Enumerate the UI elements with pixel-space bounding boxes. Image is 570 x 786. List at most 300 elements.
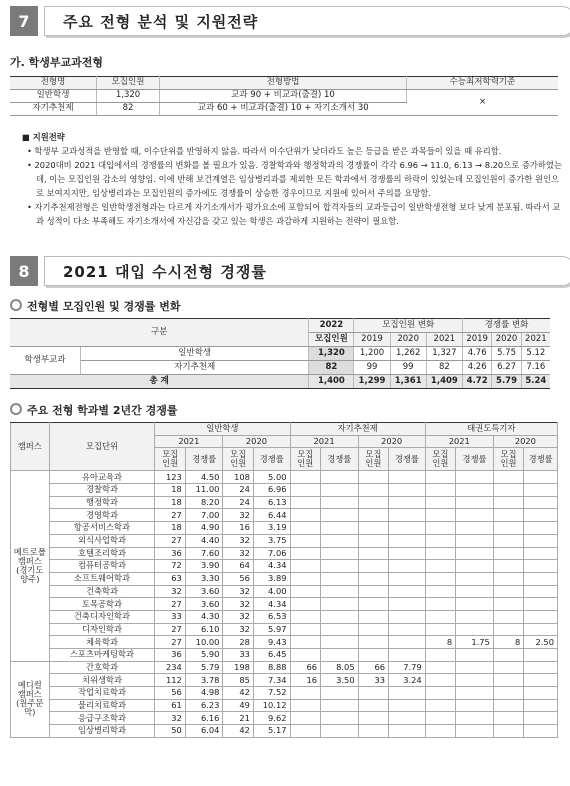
value-cell [358, 560, 388, 573]
value-cell: 24 [223, 484, 253, 497]
section-8-header [10, 256, 558, 286]
year-header: 2021 [290, 435, 358, 448]
cell: 1,361 [390, 375, 426, 389]
value-cell: 198 [223, 661, 253, 674]
value-cell: 18 [155, 496, 185, 509]
table-row [11, 534, 558, 547]
value-cell [321, 585, 359, 598]
strategy-block [22, 130, 562, 228]
value-cell: 32 [155, 712, 185, 725]
unit-cell: 외식사업학과 [49, 534, 155, 547]
col-header: 전형명 [10, 77, 97, 90]
value-cell [389, 636, 426, 649]
value-cell [456, 687, 494, 700]
circle-bullet-icon [10, 403, 22, 415]
value-cell [456, 547, 494, 560]
col-header: 2022 [309, 319, 354, 333]
value-cell: 6.04 [185, 725, 223, 738]
value-cell: 18 [155, 522, 185, 535]
value-cell [425, 572, 455, 585]
unit-cell: 소프트웨어학과 [49, 572, 155, 585]
value-cell: 33 [223, 649, 253, 662]
campus-cell: 메디컬 캠퍼스 (원주문막) [11, 661, 50, 737]
table-row [11, 649, 558, 662]
value-cell [456, 725, 494, 738]
sub-header: 모집 인원 [358, 448, 388, 471]
value-cell [524, 496, 558, 509]
value-cell [389, 496, 426, 509]
value-cell: 42 [223, 687, 253, 700]
value-cell: 66 [290, 661, 320, 674]
value-cell: 3.60 [185, 598, 223, 611]
value-cell [425, 687, 455, 700]
value-cell [493, 572, 523, 585]
value-cell [389, 649, 426, 662]
value-cell: 123 [155, 471, 185, 484]
value-cell: 42 [223, 725, 253, 738]
strategy-item: • 2020대비 2021 대입에서의 경쟁률의 변화를 볼 필요가 있음. 경찰학과와 행정학과의 경쟁률이 각각 6.96 → 11.0, 6.13 → 8.20으로 증가하였는데, 이는 모집인원 감소의 영향임. 이에 반해 보건계열은 임상병리과를 제외한 모든 학과에서 경쟁률의 하락이 있었는데 모집인원이 증가한 원인으로 보여지지만, 임상병리과는 모집인원의 증가에도 경쟁률이 상승한 경우이므로 지원에 있어서 주의를 요망함. [27, 160, 562, 198]
value-cell [321, 560, 359, 573]
value-cell [493, 496, 523, 509]
value-cell [358, 534, 388, 547]
value-cell: 4.34 [253, 560, 290, 573]
value-cell [290, 547, 320, 560]
value-cell: 66 [358, 661, 388, 674]
table-row [11, 522, 558, 535]
value-cell [425, 484, 455, 497]
subsection-title: 가. 학생부교과전형 [10, 56, 104, 69]
table-row [11, 471, 558, 484]
value-cell [389, 699, 426, 712]
sub-header: 경쟁률 [185, 448, 223, 471]
value-cell [321, 534, 359, 547]
value-cell: 2.50 [524, 636, 558, 649]
value-cell: 3.78 [185, 674, 223, 687]
value-cell: 27 [155, 623, 185, 636]
table-row [11, 725, 558, 738]
strategy-heading: ■ 지원전략 [22, 132, 65, 142]
value-cell: 3.30 [185, 572, 223, 585]
competition-summary-table [10, 318, 550, 389]
value-cell: 32 [223, 623, 253, 636]
table-row [11, 623, 558, 636]
year-header: 2019 [462, 333, 491, 347]
table-row [11, 572, 558, 585]
table-row [11, 585, 558, 598]
value-cell [290, 534, 320, 547]
value-cell [358, 699, 388, 712]
value-cell [493, 522, 523, 535]
sub-header: 모집 인원 [290, 448, 320, 471]
value-cell: 85 [223, 674, 253, 687]
value-cell [425, 509, 455, 522]
value-cell: 6.53 [253, 610, 290, 623]
value-cell: 28 [223, 636, 253, 649]
value-cell [456, 661, 494, 674]
value-cell [493, 649, 523, 662]
value-cell [425, 598, 455, 611]
value-cell [456, 522, 494, 535]
section-title: 주요 전형 분석 및 지원전략 [44, 6, 570, 36]
value-cell [290, 725, 320, 738]
year-header: 2021 [155, 435, 223, 448]
value-cell [321, 636, 359, 649]
value-cell: 33 [358, 674, 388, 687]
value-cell [321, 623, 359, 636]
value-cell [290, 522, 320, 535]
col-header: 모집인원 [309, 333, 354, 347]
value-cell [358, 712, 388, 725]
value-cell [493, 687, 523, 700]
value-cell: 4.90 [185, 522, 223, 535]
value-cell [493, 725, 523, 738]
value-cell [290, 484, 320, 497]
value-cell [321, 649, 359, 662]
col-header: 수능최저학력기준 [407, 77, 559, 90]
value-cell [389, 610, 426, 623]
value-cell [389, 547, 426, 560]
value-cell [493, 712, 523, 725]
strategy-text: 학생부 교과성적을 반영할 때, 이수단위를 반영하지 않음. 따라서 이수단위가 낮더라도 높은 등급을 받은 과목들이 있을 때 유리함. [34, 146, 502, 156]
unit-cell: 토목공학과 [49, 598, 155, 611]
value-cell [321, 496, 359, 509]
value-cell [389, 572, 426, 585]
col-header: 구분 [10, 319, 309, 347]
col-header: 모집인원 변화 [354, 319, 463, 333]
value-cell: 4.50 [185, 471, 223, 484]
value-cell [389, 725, 426, 738]
value-cell [425, 725, 455, 738]
year-header: 2020 [223, 435, 290, 448]
value-cell: 6.16 [185, 712, 223, 725]
value-cell: 3.19 [253, 522, 290, 535]
value-cell: 8.20 [185, 496, 223, 509]
value-cell: 7.06 [253, 547, 290, 560]
value-cell [389, 560, 426, 573]
value-cell [456, 674, 494, 687]
year-header: 2021 [521, 333, 550, 347]
unit-cell: 항공서비스학과 [49, 522, 155, 535]
value-cell [358, 585, 388, 598]
section-title: 2021 대입 수시전형 경쟁률 [44, 256, 570, 286]
sub-header: 경쟁률 [456, 448, 494, 471]
value-cell: 8 [425, 636, 455, 649]
value-cell [321, 598, 359, 611]
cell: 1,262 [390, 347, 426, 361]
value-cell: 36 [155, 547, 185, 560]
cell: 82 [426, 361, 462, 375]
unit-cell: 스포츠마케팅학과 [49, 649, 155, 662]
value-cell [290, 712, 320, 725]
year-header: 2021 [425, 435, 493, 448]
cell: 교과 60 + 비교과(출결) 10 + 자기소개서 30 [160, 103, 407, 116]
table-row [11, 661, 558, 674]
value-cell [425, 496, 455, 509]
value-cell [493, 509, 523, 522]
table-row [11, 610, 558, 623]
strategy-text: 2020대비 2021 대입에서의 경쟁률의 변화를 볼 필요가 있음. 경찰학과와 행정학과의 경쟁률이 각각 6.96 → 11.0, 6.13 → 8.20으로 증가하였는데, 이는 모집인원 감소의 영향임. 이에 반해 보건계열은 임상병리과를 제외한 모든 학과에서 경쟁률의 하락이 있었는데 모집인원이 증가한 원인으로 보여지지만, 임상병리과는 모집인원의 증가에도 경쟁률이 상승한 경우이므로 지원에 있어서 주의를 요망함. [34, 160, 562, 198]
value-cell [524, 649, 558, 662]
table-row [11, 636, 558, 649]
value-cell [456, 610, 494, 623]
value-cell: 1.75 [456, 636, 494, 649]
value-cell [524, 712, 558, 725]
value-cell [524, 509, 558, 522]
value-cell [321, 712, 359, 725]
value-cell [321, 484, 359, 497]
value-cell: 5.17 [253, 725, 290, 738]
value-cell [456, 585, 494, 598]
value-cell [358, 496, 388, 509]
cell: 5.24 [521, 375, 550, 389]
value-cell: 3.24 [389, 674, 426, 687]
value-cell [290, 699, 320, 712]
value-cell [321, 522, 359, 535]
cell: 7.16 [521, 361, 550, 375]
value-cell: 8.88 [253, 661, 290, 674]
value-cell [358, 547, 388, 560]
value-cell [524, 687, 558, 700]
value-cell: 108 [223, 471, 253, 484]
cell: 4.26 [462, 361, 491, 375]
table-row [11, 674, 558, 687]
value-cell: 3.50 [321, 674, 359, 687]
value-cell [456, 560, 494, 573]
circle-bullet-icon [10, 299, 22, 311]
value-cell: 4.34 [253, 598, 290, 611]
unit-cell: 임상병리학과 [49, 725, 155, 738]
value-cell [456, 471, 494, 484]
unit-cell: 경영학과 [49, 509, 155, 522]
cell: 1,409 [426, 375, 462, 389]
subsection-text: 주요 전형 학과별 2년간 경쟁률 [27, 404, 178, 417]
value-cell [358, 484, 388, 497]
value-cell: 3.60 [185, 585, 223, 598]
value-cell [290, 598, 320, 611]
unit-cell: 간호학과 [49, 661, 155, 674]
value-cell [290, 610, 320, 623]
cell: 1,200 [354, 347, 390, 361]
unit-cell: 작업치료학과 [49, 687, 155, 700]
value-cell: 6.45 [253, 649, 290, 662]
cell: 일반학생 [10, 90, 97, 103]
value-cell [290, 623, 320, 636]
unit-cell: 디자인학과 [49, 623, 155, 636]
cell: 1,320 [309, 347, 354, 361]
value-cell [389, 534, 426, 547]
value-cell: 61 [155, 699, 185, 712]
value-cell [425, 623, 455, 636]
value-cell [425, 699, 455, 712]
campus-cell: 메트로폴 캠퍼스 (경기도 양주) [11, 471, 50, 661]
value-cell [524, 572, 558, 585]
section-number: 7 [10, 6, 38, 36]
value-cell [493, 598, 523, 611]
value-cell [358, 687, 388, 700]
value-cell [321, 509, 359, 522]
value-cell: 10.12 [253, 699, 290, 712]
value-cell: 21 [223, 712, 253, 725]
value-cell: 4.00 [253, 585, 290, 598]
group-header: 일반학생 [155, 423, 290, 436]
value-cell [358, 610, 388, 623]
value-cell [524, 560, 558, 573]
unit-cell: 치위생학과 [49, 674, 155, 687]
value-cell: 5.00 [253, 471, 290, 484]
value-cell [524, 547, 558, 560]
value-cell [456, 712, 494, 725]
strategy-item: • 자기추천제전형은 일반학생전형과는 다르게 자기소개서가 평가요소에 포함되어 합격자들의 교과등급이 일반학생전형 보다 낮게 분포됨. 따라서 교과 성적이 다소 부족해도 자기소개서에 자신감을 갖고 있는 학생은 과감하게 지원하는 전략이 필요함. [27, 202, 561, 226]
value-cell: 24 [223, 496, 253, 509]
sub-header: 모집 인원 [493, 448, 523, 471]
value-cell [493, 471, 523, 484]
value-cell [493, 610, 523, 623]
value-cell [290, 687, 320, 700]
value-cell [524, 725, 558, 738]
value-cell [456, 623, 494, 636]
value-cell: 18 [155, 484, 185, 497]
subsection-text: 전형별 모집인원 및 경쟁률 변화 [27, 300, 181, 313]
value-cell [290, 572, 320, 585]
subsection-title [10, 298, 180, 314]
cell: 1,320 [97, 90, 160, 103]
section-7-header [10, 6, 558, 36]
value-cell [456, 699, 494, 712]
value-cell [389, 598, 426, 611]
table-row [11, 547, 558, 560]
value-cell: 10.00 [185, 636, 223, 649]
value-cell: 32 [223, 610, 253, 623]
group-header: 태권도특기자 [425, 423, 557, 436]
value-cell: 4.30 [185, 610, 223, 623]
value-cell [290, 496, 320, 509]
unit-cell: 건축디자인학과 [49, 610, 155, 623]
total-label: 총 계 [10, 375, 309, 389]
cell: 교과 90 + 비교과(출결) 10 [160, 90, 407, 103]
admission-method-table [10, 76, 558, 116]
value-cell [358, 471, 388, 484]
value-cell: 32 [155, 585, 185, 598]
value-cell: 8 [493, 636, 523, 649]
cell: 1,299 [354, 375, 390, 389]
year-header: 2020 [492, 333, 521, 347]
value-cell [524, 610, 558, 623]
value-cell: 16 [223, 522, 253, 535]
value-cell: 36 [155, 649, 185, 662]
value-cell: 5.90 [185, 649, 223, 662]
value-cell: 4.40 [185, 534, 223, 547]
unit-cell: 유아교육과 [49, 471, 155, 484]
strategy-text: 자기추천제전형은 일반학생전형과는 다르게 자기소개서가 평가요소에 포함되어 합격자들의 교과등급이 일반학생전형 보다 낮게 분포됨. 따라서 교과 성적이 다소 부족해도 자기소개서에 자신감을 갖고 있는 학생은 과감하게 지원하는 전략이 필요함. [34, 202, 561, 226]
sub-header: 경쟁률 [321, 448, 359, 471]
table-row [11, 598, 558, 611]
value-cell [493, 534, 523, 547]
sub-header: 경쟁률 [524, 448, 558, 471]
value-cell [425, 471, 455, 484]
value-cell [493, 547, 523, 560]
unit-cell: 호텔조리학과 [49, 547, 155, 560]
value-cell [456, 598, 494, 611]
value-cell: 50 [155, 725, 185, 738]
cell: 5.79 [492, 375, 521, 389]
value-cell [321, 572, 359, 585]
group-header: 자기추천제 [290, 423, 425, 436]
section-number: 8 [10, 256, 38, 286]
value-cell [493, 699, 523, 712]
value-cell [524, 484, 558, 497]
year-header: 2020 [358, 435, 425, 448]
department-competition-table [10, 422, 558, 738]
value-cell [321, 547, 359, 560]
value-cell [524, 534, 558, 547]
value-cell [389, 522, 426, 535]
value-cell: 56 [223, 572, 253, 585]
value-cell: 7.00 [185, 509, 223, 522]
value-cell: 27 [155, 636, 185, 649]
value-cell [321, 471, 359, 484]
value-cell [425, 522, 455, 535]
value-cell [425, 534, 455, 547]
value-cell [524, 661, 558, 674]
year-header: 2020 [493, 435, 557, 448]
value-cell [493, 484, 523, 497]
value-cell [524, 585, 558, 598]
value-cell [456, 509, 494, 522]
value-cell: 7.34 [253, 674, 290, 687]
value-cell: 6.96 [253, 484, 290, 497]
unit-cell: 건축학과 [49, 585, 155, 598]
table-row [11, 699, 558, 712]
value-cell [389, 471, 426, 484]
cell: 5.75 [492, 347, 521, 361]
value-cell [524, 699, 558, 712]
table-row [11, 712, 558, 725]
table-row [11, 496, 558, 509]
value-cell: 72 [155, 560, 185, 573]
cell: 4.72 [462, 375, 491, 389]
strategy-title: 지원전략 [32, 132, 65, 142]
value-cell [290, 471, 320, 484]
value-cell: 4.98 [185, 687, 223, 700]
group-cell: 학생부교과 [10, 347, 81, 375]
table-row [11, 509, 558, 522]
value-cell [389, 484, 426, 497]
cell: 5.12 [521, 347, 550, 361]
unit-cell: 행정학과 [49, 496, 155, 509]
cell: 1,327 [426, 347, 462, 361]
value-cell: 49 [223, 699, 253, 712]
value-cell [524, 471, 558, 484]
value-cell [321, 610, 359, 623]
value-cell [425, 610, 455, 623]
value-cell: 7.60 [185, 547, 223, 560]
unit-cell: 물리치료학과 [49, 699, 155, 712]
value-cell: 234 [155, 661, 185, 674]
cell: 99 [354, 361, 390, 375]
row-label: 일반학생 [81, 347, 309, 361]
sub-header: 모집 인원 [223, 448, 253, 471]
strategy-item: • 학생부 교과성적을 반영할 때, 이수단위를 반영하지 않음. 따라서 이수단위가 낮더라도 높은 등급을 받은 과목들이 있을 때 유리함. [27, 146, 502, 156]
value-cell [290, 585, 320, 598]
value-cell: 16 [290, 674, 320, 687]
value-cell: 6.23 [185, 699, 223, 712]
value-cell [493, 585, 523, 598]
value-cell [358, 649, 388, 662]
value-cell [389, 509, 426, 522]
col-header: 전형방법 [160, 77, 407, 90]
sub-header: 경쟁률 [253, 448, 290, 471]
value-cell [425, 547, 455, 560]
